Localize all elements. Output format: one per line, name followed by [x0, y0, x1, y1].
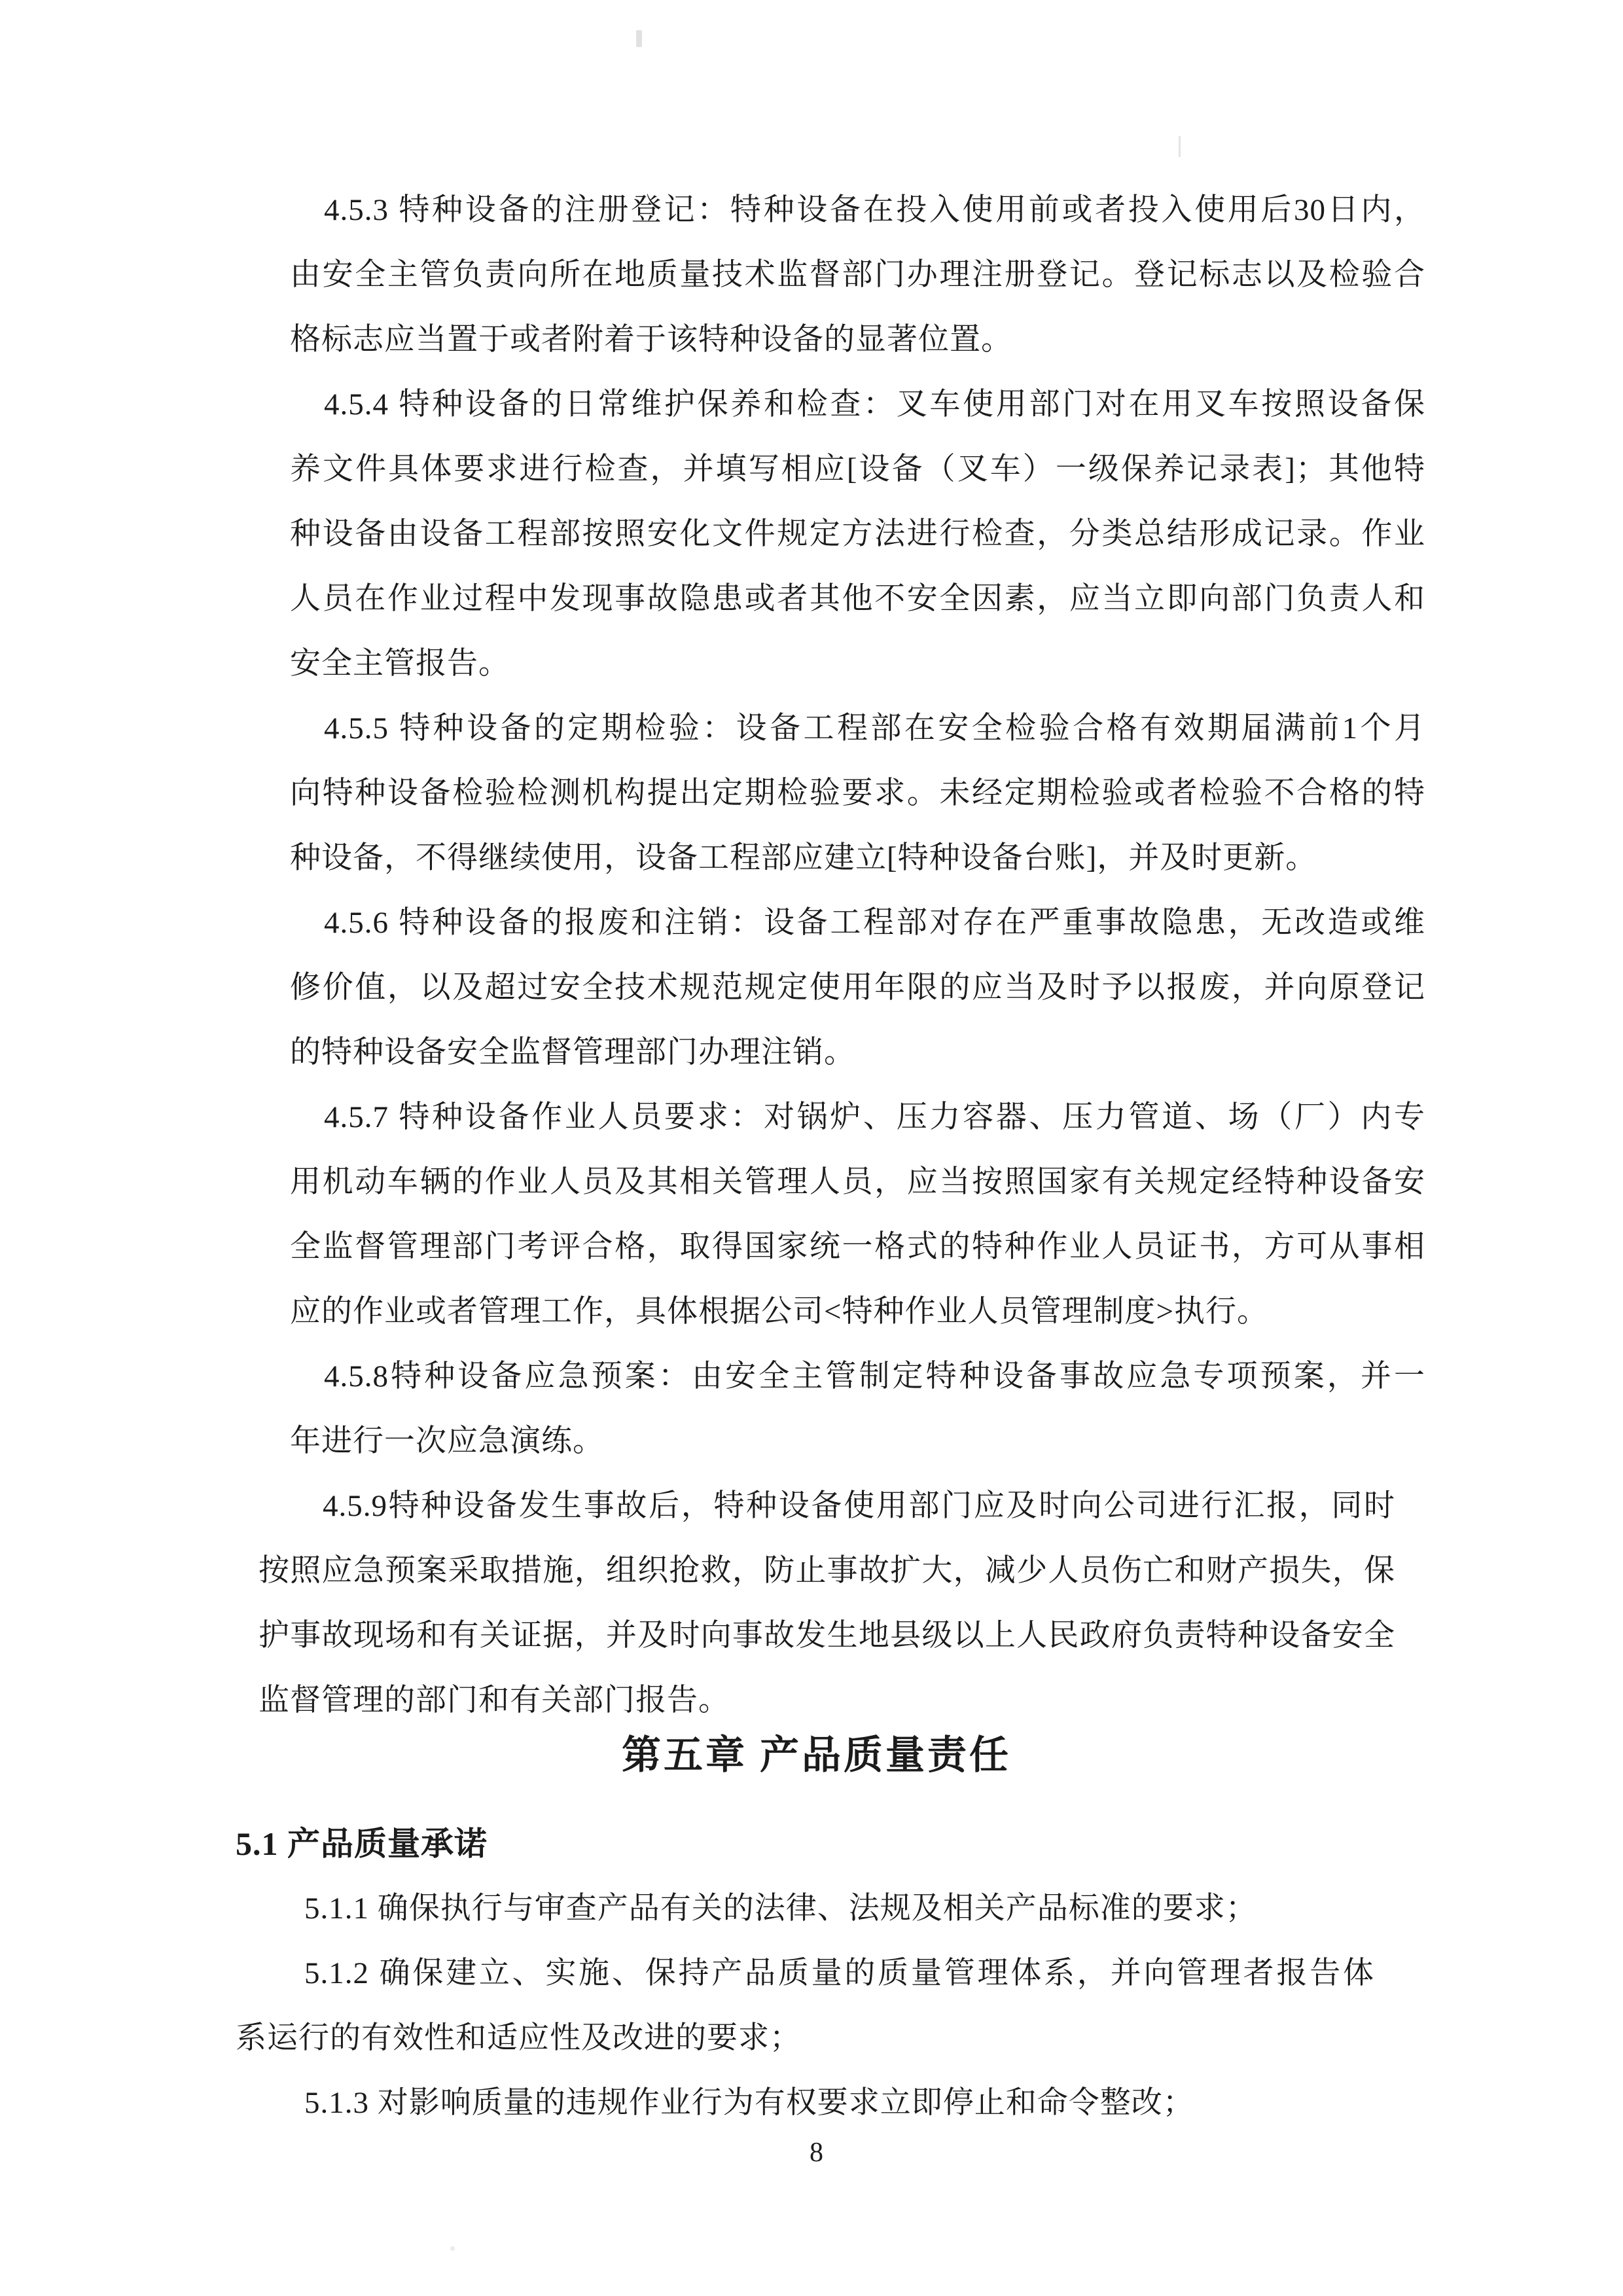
paragraph-4-5-9 — [259, 1474, 1395, 1733]
scan-artifact — [1179, 136, 1181, 157]
scan-artifact — [450, 2246, 455, 2251]
page-content — [236, 178, 1425, 2179]
paragraph-5-1-2 — [236, 1941, 1374, 2071]
text-line: 5.1.1 确保执行与审查产品有关的法律、法规及相关产品标准的要求； — [304, 1892, 1257, 1926]
text-line: 用机动车辆的作业人员及其相关管理人员，应当按照国家有关规定经特种设备安 — [290, 1165, 1425, 1199]
text-line: 4.5.3 特种设备的注册登记：特种设备在投入使用前或者投入使用后30日内， — [324, 193, 1425, 227]
text-line: 种设备由设备工程部按照安化文件规定方法进行检查，分类总结形成记录。作业 — [290, 517, 1425, 551]
text-line: 4.5.6 特种设备的报废和注销：设备工程部对存在严重事故隐患，无改造或维 — [324, 906, 1425, 940]
text-line: 全监督管理部门考评合格，取得国家统一格式的特种作业人员证书，方可从事相 — [290, 1230, 1425, 1264]
text-line: 4.5.9特种设备发生事故后，特种设备使用部门应及时向公司进行汇报，同时 — [323, 1489, 1395, 1523]
paragraph-4-5-5 — [290, 696, 1425, 891]
text-line: 修价值，以及超过安全技术规范规定使用年限的应当及时予以报废，并向原登记 — [290, 971, 1425, 1005]
text-line: 4.5.8特种设备应急预案：由安全主管制定特种设备事故应急专项预案，并一 — [324, 1359, 1425, 1393]
text-line: 4.5.7 特种设备作业人员要求：对锅炉、压力容器、压力管道、场（厂）内专 — [324, 1100, 1425, 1134]
chapter-heading: 第五章 产品质量责任 — [622, 1734, 1011, 1777]
paragraph-4-5-6 — [290, 891, 1425, 1085]
scan-artifact — [636, 30, 642, 47]
text-line: 养文件具体要求进行检查，并填写相应[设备（叉车）一级保养记录表]；其他特 — [290, 452, 1425, 486]
text-line: 人员在作业过程中发现事故隐患或者其他不安全因素，应当立即向部门负责人和 — [290, 582, 1425, 616]
paragraph-4-5-3 — [290, 178, 1425, 372]
text-line: 监督管理的部门和有关部门报告。 — [259, 1683, 730, 1717]
paragraph-4-5-8 — [290, 1344, 1425, 1474]
text-line: 应的作业或者管理工作，具体根据公司<特种作业人员管理制度>执行。 — [290, 1295, 1269, 1329]
text-line: 4.5.4 特种设备的日常维护保养和检查：叉车使用部门对在用叉车按照设备保 — [324, 387, 1425, 422]
paragraph-4-5-7 — [290, 1085, 1425, 1344]
paragraph-4-5-4 — [290, 372, 1425, 696]
text-line: 5.1.3 对影响质量的违规作业行为有权要求立即停止和命令整改； — [304, 2086, 1194, 2120]
text-line: 4.5.5 特种设备的定期检验：设备工程部在安全检验合格有效期届满前1个月 — [324, 711, 1425, 745]
text-line: 向特种设备检验检测机构提出定期检验要求。未经定期检验或者检验不合格的特 — [290, 776, 1425, 810]
text-line: 种设备，不得继续使用，设备工程部应建立[特种设备台账]，并及时更新。 — [290, 841, 1317, 875]
text-line: 护事故现场和有关证据，并及时向事故发生地县级以上人民政府负责特种设备安全 — [259, 1619, 1395, 1653]
text-line: 安全主管报告。 — [290, 647, 510, 681]
text-line: 格标志应当置于或者附着于该特种设备的显著位置。 — [290, 323, 1012, 357]
section-heading: 5.1 产品质量承诺 — [236, 1825, 488, 1862]
text-line: 按照应急预案采取措施，组织抢救，防止事故扩大，减少人员伤亡和财产损失，保 — [259, 1554, 1395, 1588]
text-line: 的特种设备安全监督管理部门办理注销。 — [290, 1035, 855, 1069]
text-line: 年进行一次应急演练。 — [290, 1424, 604, 1458]
paragraph-5-1-1 — [236, 1876, 1374, 1941]
text-line: 5.1.2 确保建立、实施、保持产品质量的质量管理体系，并向管理者报告体 — [304, 1956, 1374, 1990]
page-number: 8 — [810, 2138, 823, 2168]
text-line: 系运行的有效性和适应性及改进的要求； — [236, 2021, 801, 2055]
text-line: 由安全主管负责向所在地质量技术监督部门办理注册登记。登记标志以及检验合 — [290, 258, 1425, 292]
